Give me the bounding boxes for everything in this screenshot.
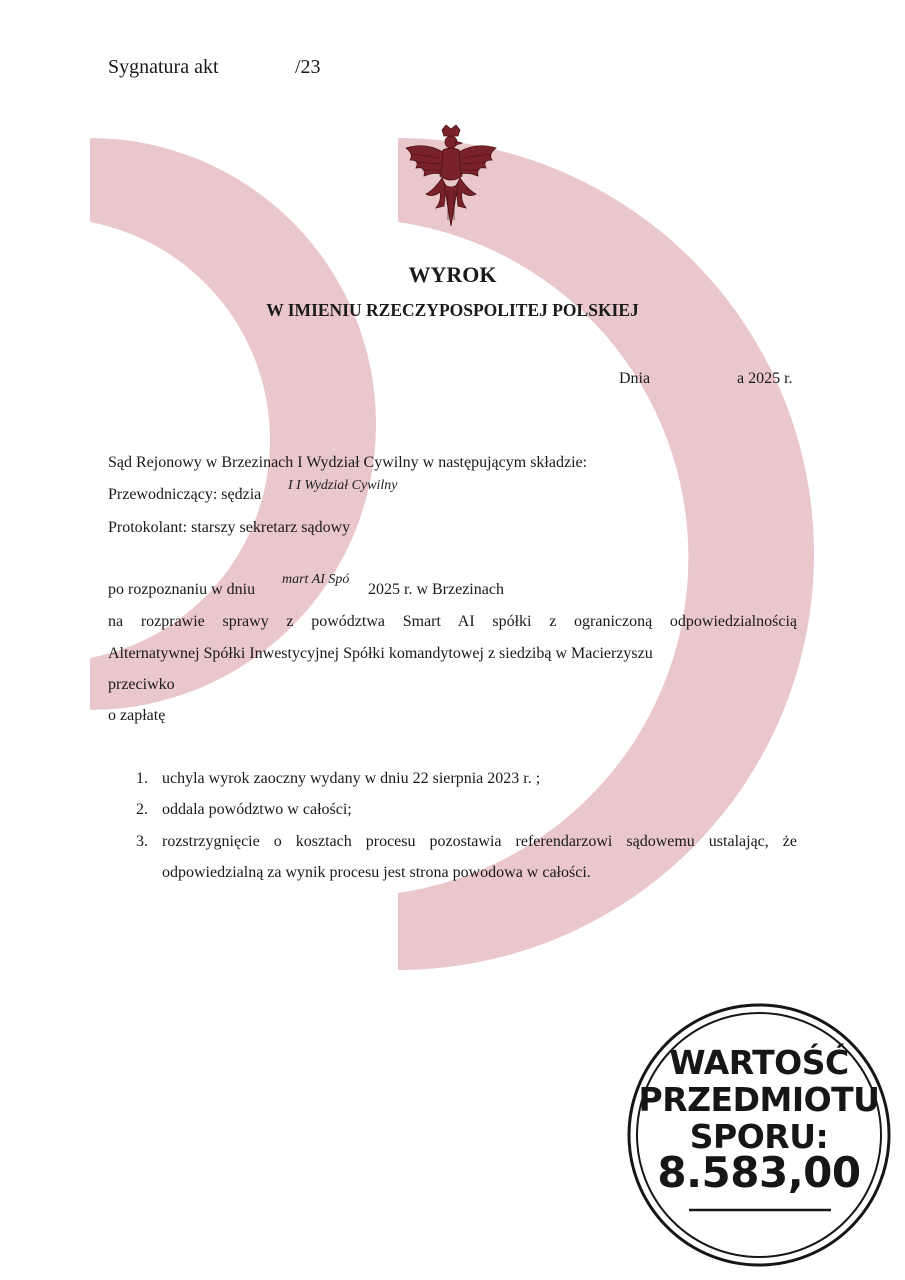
- clerk-line: [108, 519, 797, 537]
- ruling-text: rozstrzygnięcie o kosztach procesu pozostawia referendarzowi sądowemu ustalając, że: [162, 833, 797, 850]
- date-suffix: a 2025 r.: [737, 370, 793, 387]
- case-number-label: Sygnatura akt: [108, 56, 219, 78]
- hearing-subject-line: o zapłatę: [108, 707, 166, 724]
- date-label: Dnia: [619, 370, 651, 387]
- stamp-claim-value: 8.583,00: [657, 1148, 861, 1197]
- ruling-number: 1.: [136, 770, 148, 787]
- hearing-plaintiff-line: Alternatywnej Spółki Inwestycyjnej Spółki komandytowej z siedzibą w Macierzyszu: [108, 645, 653, 662]
- stamp-line-1: WARTOŚĆ: [669, 1043, 849, 1082]
- hearing-prefix: po rozpoznaniu w dniu: [108, 581, 256, 598]
- ruling-text: uchyla wyrok zaoczny wydany w dniu 22 sierpnia 2023 r. ;: [162, 770, 541, 787]
- stamp-line-3: SPORU:: [689, 1117, 829, 1156]
- document-title: WYROK: [408, 262, 497, 287]
- hearing-defendant-line: przeciwko: [108, 676, 175, 693]
- judge-label: Przewodniczący: sędzia: [108, 486, 262, 503]
- judge-overlay-text: I I Wydział Cywilny: [288, 478, 398, 493]
- case-number-suffix: /23: [295, 56, 321, 78]
- ruling-number: 3.: [136, 833, 148, 850]
- hearing-overlay-text: mart AI Spó: [282, 572, 350, 587]
- clerk-label: Protokolant: starszy sekretarz sądowy: [108, 519, 351, 536]
- hearing-parties-line: na rozprawie sprawy z powództwa Smart AI spółki z ograniczoną odpowiedzialnością: [108, 613, 797, 630]
- judge-line: [108, 486, 797, 504]
- hearing-suffix: 2025 r. w Brzezinach: [368, 581, 504, 598]
- ruling-number: 2.: [136, 801, 148, 818]
- stamp-line-2: PRZEDMIOTU: [638, 1080, 880, 1119]
- ruling-text-continuation: odpowiedzialną za wynik procesu jest strona powodowa w całości.: [162, 864, 591, 881]
- document-subtitle: W IMIENIU RZECZYPOSPOLITEJ POLSKIEJ: [266, 300, 639, 320]
- court-composition: Sąd Rejonowy w Brzezinach I Wydział Cywilny w następującym składzie:: [108, 454, 588, 471]
- ruling-text: oddala powództwo w całości;: [162, 801, 352, 818]
